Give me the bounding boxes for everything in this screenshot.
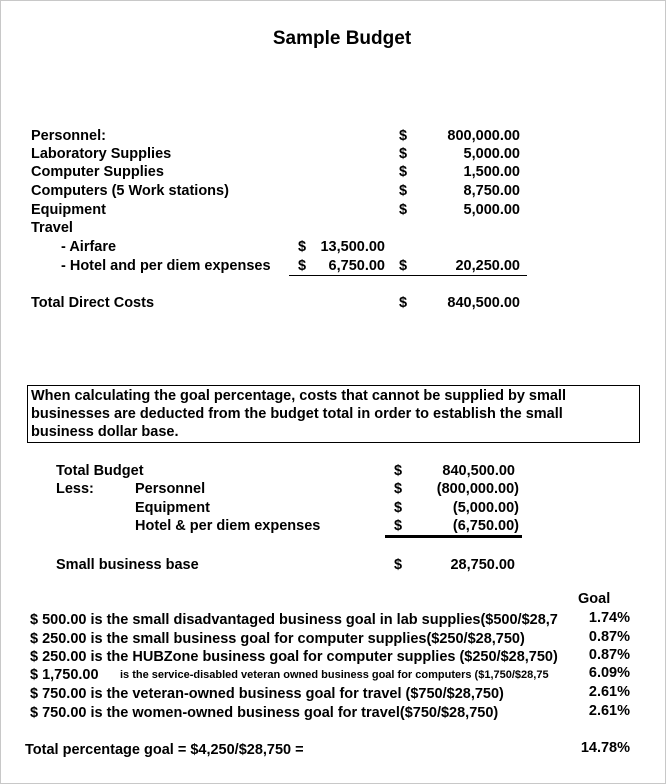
budget-item-label: Computers (5 Work stations) [31, 183, 229, 199]
less-item-currency: $ [394, 518, 403, 534]
budget-item-amount: 800,000.00 [447, 128, 520, 144]
goal-pct: 2.61% [588, 684, 630, 700]
airfare-currency: $ [298, 239, 307, 255]
total-direct-currency: $ [399, 295, 408, 311]
note-line: business dollar base. [31, 424, 179, 440]
total-direct-amount: 840,500.00 [447, 295, 520, 311]
subtotal-rule [289, 275, 527, 276]
goal-pct: 0.87% [588, 629, 630, 645]
budget-item-amount: 5,000.00 [463, 202, 520, 218]
less-item-currency: $ [394, 500, 403, 516]
goal-text: $ 250.00 is the small business goal for computer supplies($250/$28,750) [30, 631, 525, 647]
less-item-label: Equipment [135, 500, 210, 516]
total-budget-currency: $ [394, 463, 403, 479]
goal-text: $ 500.00 is the small disadvantaged business goal in lab supplies($500/$28,7 [30, 612, 558, 628]
total-budget-amount: 840,500.00 [442, 463, 515, 479]
goal-pct: 1.74% [588, 610, 630, 626]
budget-item-label: Personnel: [31, 128, 106, 144]
total-direct-label: Total Direct Costs [31, 295, 155, 311]
less-item-amount: (800,000.00) [436, 481, 519, 497]
airfare-amount: 13,500.00 [320, 239, 385, 255]
goal-text: $ 250.00 is the HUBZone business goal for computer supplies ($250/$28,750) [30, 649, 558, 665]
goal-text-small: is the service-disabled veteran owned business goal for computers ($1,750/$28,75 [120, 669, 549, 681]
total-goal-label: Total percentage goal = $4,250/$28,750 = [25, 742, 304, 758]
less-item-currency: $ [394, 481, 403, 497]
budget-item-label: Computer Supplies [31, 164, 164, 180]
hotel-amount: 6,750.00 [328, 258, 385, 274]
base-currency: $ [394, 557, 403, 573]
less-item-amount: (5,000.00) [452, 500, 519, 516]
budget-item-currency: $ [399, 128, 408, 144]
note-line: When calculating the goal percentage, costs that cannot be supplied by small [31, 388, 566, 404]
goal-text: $ 750.00 is the veteran-owned business goal for travel ($750/$28,750) [30, 686, 504, 702]
hotel-currency: $ [298, 258, 307, 274]
page-title: Sample Budget [272, 28, 412, 49]
airfare-label: - Airfare [61, 239, 117, 255]
base-label: Small business base [56, 557, 199, 573]
travel-total-amount: 20,250.00 [455, 258, 520, 274]
goal-pct: 2.61% [588, 703, 630, 719]
budget-item-amount: 8,750.00 [463, 183, 520, 199]
less-item-label: Hotel & per diem expenses [135, 518, 321, 534]
travel-label: Travel [31, 220, 73, 236]
hotel-label: - Hotel and per diem expenses [61, 258, 271, 274]
budget-item-currency: $ [399, 164, 408, 180]
less-label: Less: [56, 481, 94, 497]
note-line: businesses are deducted from the budget total in order to establish the small [31, 406, 563, 422]
budget-item-amount: 5,000.00 [463, 146, 520, 162]
travel-total-currency: $ [399, 258, 408, 274]
goal-pct: 6.09% [588, 665, 630, 681]
goal-pct: 0.87% [588, 647, 630, 663]
budget-item-currency: $ [399, 202, 408, 218]
goal-text-lead: $ 1,750.00 [30, 667, 99, 683]
budget-item-currency: $ [399, 146, 408, 162]
goal-text: $ 750.00 is the women-owned business goal for travel($750/$28,750) [30, 705, 499, 721]
total-goal-pct: 14.78% [580, 740, 630, 756]
base-rule [385, 535, 522, 538]
budget-item-amount: 1,500.00 [463, 164, 520, 180]
base-amount: 28,750.00 [450, 557, 515, 573]
goal-header: Goal [578, 591, 611, 607]
budget-item-currency: $ [399, 183, 408, 199]
less-item-label: Personnel [135, 481, 206, 497]
budget-item-label: Laboratory Supplies [31, 146, 172, 162]
total-budget-label: Total Budget [56, 463, 144, 479]
budget-item-label: Equipment [31, 202, 106, 218]
less-item-amount: (6,750.00) [452, 518, 519, 534]
